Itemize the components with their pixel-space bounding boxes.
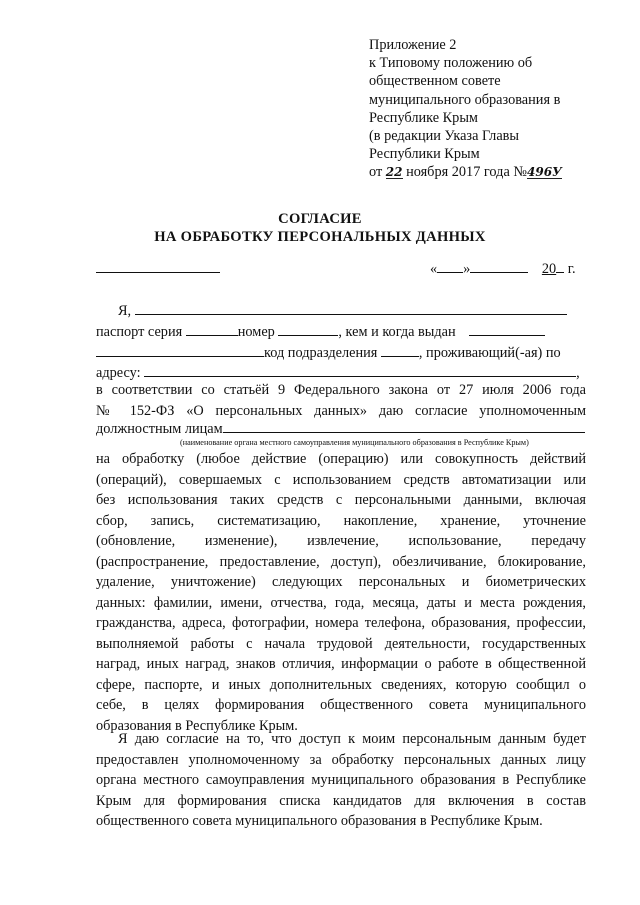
officials-note: (наименование органа местного самоуправления муниципального образования в Республике Крым): [180, 438, 529, 447]
day-blank: [437, 259, 463, 273]
address-blank: [144, 363, 576, 377]
passport-number-blank: [278, 322, 338, 336]
text-line: (операций), совершаемых с использованием средств автоматизации или: [96, 471, 586, 488]
residing-label: , проживающий(-ая) по: [418, 345, 561, 361]
officials-blank: [223, 419, 585, 433]
appendix-line: муниципального образования в: [369, 91, 561, 108]
text-line: Я даю согласие на то, что доступ к моим персональным данным будет: [118, 731, 586, 747]
appendix-line: (в редакции Указа Главы: [369, 128, 520, 145]
officials-label: должностным лицам: [96, 421, 223, 437]
access-paragraph: [96, 729, 586, 832]
issued-label: , кем и когда выдан: [338, 324, 456, 340]
division-code-label: код подразделения: [264, 345, 378, 361]
month-blank: [470, 259, 528, 273]
year-suffix: г.: [567, 261, 576, 277]
appendix-line: Республики Крым: [369, 146, 480, 163]
text-line: выполняемой работы с начала трудовой деятельности, государственных: [96, 635, 586, 652]
year-blank: [556, 259, 564, 273]
passport-series-label: паспорт серия: [96, 324, 183, 340]
full-name-blank: [135, 301, 567, 315]
officials-line: [96, 419, 586, 438]
text-line: образования в Республике Крым.: [96, 717, 298, 734]
text-line: органа местного самоуправления муниципального образования в Республике: [96, 772, 586, 788]
place-blank: [96, 259, 220, 273]
text-line: (распространение, предоставление, доступ), обезличивание, блокирование,: [96, 553, 586, 570]
date-rest: ноября 2017 года №: [406, 164, 528, 181]
document-title: СОГЛАСИЕ: [278, 211, 362, 227]
text-line: гражданства, адреса, фотографии, номера телефона, образования, профессии,: [96, 615, 586, 631]
appendix-date-line: [369, 163, 619, 181]
appendix-line: общественном совете: [369, 73, 501, 90]
text-line: удаление, уничтожение) следующих персональных и биометрических: [96, 574, 586, 590]
handwritten-day: 22: [385, 165, 403, 180]
text-line: сбор, запись, систематизацию, накопление, хранение, уточнение: [96, 512, 586, 529]
close-quote: »: [463, 261, 471, 277]
text-line: Крым для формирования списка кандидатов для включения в состав: [96, 792, 586, 809]
appendix-reference: [369, 36, 619, 182]
issued-date-blank: [96, 343, 264, 357]
number-label: номер: [237, 324, 275, 340]
appendix-line: к Типовому положению об: [369, 55, 533, 72]
consent-paragraph: [96, 449, 586, 736]
passport-series-blank: [186, 322, 238, 336]
division-code-blank: [381, 343, 419, 357]
i-label: Я,: [118, 303, 132, 319]
open-quote: «: [430, 261, 438, 277]
text-line: на обработку (любое действие (операцию) или совокупность действий: [96, 451, 586, 467]
passport-line: [96, 322, 586, 341]
issued-by-blank: [469, 322, 545, 336]
handwritten-number: 496У: [527, 165, 562, 180]
text-line: № 152-ФЗ «О персональных данных» даю согласие уполномоченным: [96, 402, 586, 419]
header-date-line: [96, 259, 586, 278]
document-subtitle: НА ОБРАБОТКУ ПЕРСОНАЛЬНЫХ ДАННЫХ: [154, 229, 486, 245]
appendix-line: Приложение 2: [369, 37, 457, 53]
date-blank-group: [430, 259, 576, 278]
division-line: [96, 343, 586, 362]
text-line: (обновление, изменение), извлечение, использование, передачу: [96, 533, 586, 549]
year-label: 20: [541, 261, 557, 277]
text-line: себе, в целях формирования общественного совета муниципального: [96, 697, 586, 713]
text-line: без использования таких средств с персональными данными, включая: [96, 492, 586, 508]
name-line: [118, 301, 586, 320]
date-prefix: от: [369, 164, 383, 181]
text-line: общественного совета муниципального образования в Республике Крым.: [96, 813, 543, 829]
text-line: предоставлен уполномоченному за обработку персональных данных лицу: [96, 751, 586, 768]
address-comma: ,: [576, 365, 580, 381]
text-line: данных: фамилии, имени, отчества, года, месяца, даты и места рождения,: [96, 594, 586, 611]
text-line: наград, иных наград, знаков отличия, информации о работе в общественной: [96, 656, 586, 672]
text-line: в соответствии со статьёй 9 Федерального закона от 27 июля 2006 года: [96, 382, 586, 398]
appendix-line: Республике Крым: [369, 109, 478, 126]
address-label: адресу:: [96, 365, 141, 381]
intro-paragraph: [96, 380, 586, 421]
text-line: сфере, паспорте, и иных дополнительных сведениях, которую сообщил о: [96, 676, 586, 693]
